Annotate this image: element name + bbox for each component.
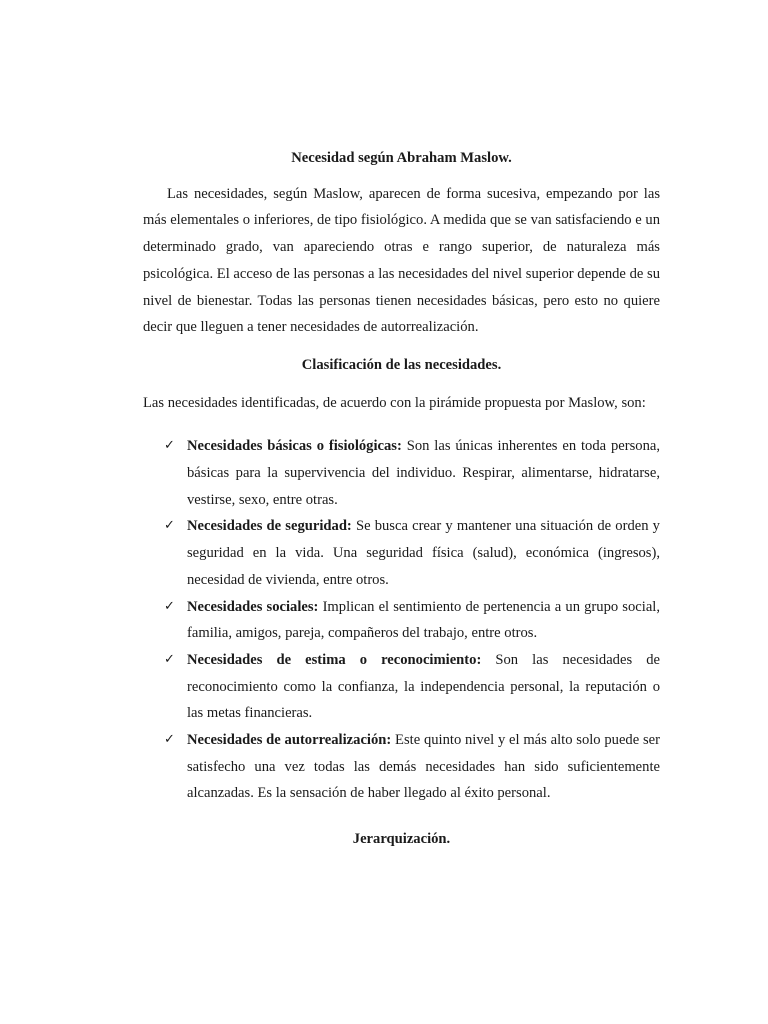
need-term: Necesidades de autorrealización:	[187, 732, 392, 749]
need-term: Necesidades de seguridad:	[187, 518, 352, 535]
need-term: Necesidades de estima o reconocimiento:	[187, 651, 482, 668]
need-item-physiological	[143, 433, 660, 513]
need-description: Se busca crear y mantener una situación de orden y seguridad en la vida. Una seguridad física (salud), económica (ingresos), necesidad de vivienda, entre otros.	[187, 518, 660, 588]
need-item-self-actualization	[143, 727, 660, 807]
document-page	[143, 145, 660, 853]
need-term: Necesidades básicas o fisiológicas:	[187, 438, 402, 455]
need-description: Son las únicas inherentes en toda persona, básicas para la supervivencia del individuo. Respirar, alimentarse, hidratarse, vestirse, sexo, entre otras.	[187, 438, 661, 508]
need-item-esteem	[143, 647, 660, 727]
need-item-social	[143, 594, 660, 647]
classification-intro-paragraph: Las necesidades identificadas, de acuerdo con la pirámide propuesta por Maslow, son:	[143, 394, 646, 411]
need-description: Son las necesidades de reconocimiento como la confianza, la independencia personal, la reputación o las metas financieras.	[187, 651, 660, 722]
checkmark-icon: ✓	[164, 438, 175, 454]
need-description: Implican el sentimiento de pertenencia a un grupo social, familia, amigos, pareja, compañeros del trabajo, entre otros.	[187, 598, 660, 642]
needs-checklist	[143, 433, 660, 807]
document-title: Necesidad según Abraham Maslow.	[291, 150, 512, 166]
checkmark-icon: ✓	[164, 732, 175, 748]
need-item-safety	[143, 513, 660, 593]
hierarchy-heading: Jerarquización.	[352, 831, 451, 848]
checkmark-icon: ✓	[164, 518, 175, 534]
need-term: Necesidades sociales:	[187, 598, 319, 615]
checkmark-icon: ✓	[164, 598, 175, 614]
classification-heading: Clasificación de las necesidades.	[301, 356, 502, 373]
intro-paragraph: Las necesidades, según Maslow, aparecen de forma sucesiva, empezando por las más elementales o inferiores, de tipo fisiológico. A medida que se van satisfaciendo e un determinado grado, van apareciendo otras e rango superior, de naturaleza más psicológica. El acceso de las personas a las necesidades del nivel superior depende de su nivel de bienestar. Todas las personas tienen necesidades básicas, pero esto no quiere decir que lleguen a tener necesidades de autorrealización.	[143, 185, 660, 336]
checkmark-icon: ✓	[164, 651, 175, 667]
need-description: Este quinto nivel y el más alto solo puede ser satisfecho una vez todas las demás necesidades han sido suficientemente alcanzadas. Es la sensación de haber llegado al éxito personal.	[187, 732, 660, 802]
